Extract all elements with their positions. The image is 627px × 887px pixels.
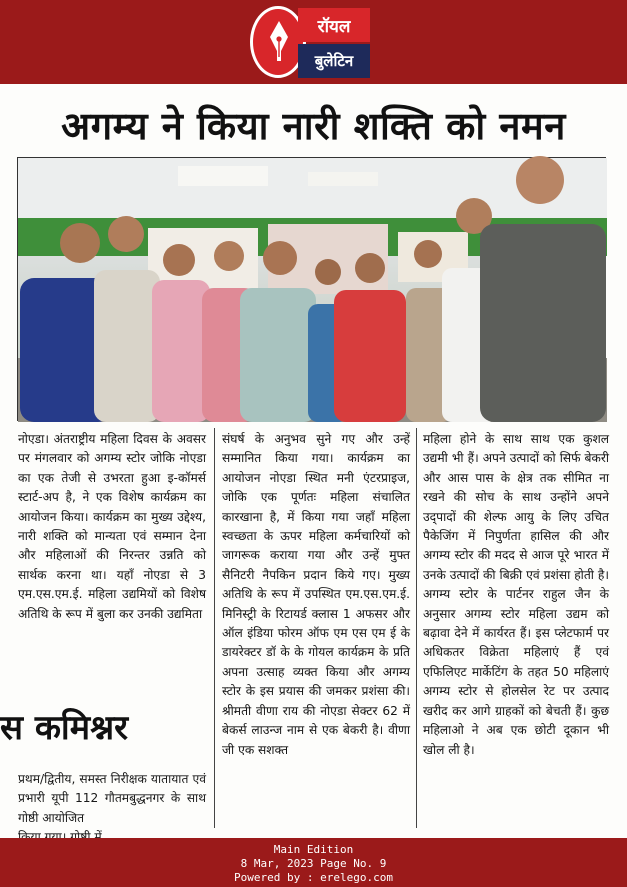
newspaper-logo[interactable] [250,4,372,80]
side-story-text [18,770,206,830]
pen-nib-icon [269,21,289,61]
edition-label: Main Edition [273,843,354,856]
powered-by-link[interactable]: Powered by : erelego.com [234,871,393,884]
masthead-bar [0,0,627,84]
article-column-2: संघर्ष के अनुभव सुने गए और उन्हें सम्मानित किया गया। कार्यक्रम का आयोजन नोएडा स्थित मनी एंटरप्राइज, जोकि एक पूर्णतः महिला संचालित कारखाना है, में किया गया जहाँ महिला स्वच्छता के ऊपर महिला कर्मचारियों को जागरूक कराया गया और उन्हें मुफ्त सैनिटरी नैपकिन प्रदान किये गए। मुख्य अतिथि के रूप में उपस्थित एम.एस.एम.ई. मिनिस्ट्री के रिटायर्ड क्लास 1 अफसर और ऑल इंडिया फोरम ऑफ एम एस एम ई के डायरेक्टर डॉ के के गोयल कार्यक्रम के प्रति अपना उत्साह व्यक्त किया और अगम्य स्टोर के इस प्रयास की जमकर प्रशंसा की। श्रीमती वीणा राय की नोएडा सेक्टर 62 में बेकर्स लाउन्ज नाम से एक बेकरी है। वीणा जी एक सशक्त [222,432,410,757]
article-photo [17,157,606,421]
column-rule-2 [416,428,417,828]
edition-date-page: 8 Mar, 2023 Page No. 9 [240,857,387,870]
column-rule-1 [214,428,215,828]
side-story-body: प्रथम/द्वितीय, समस्त निरीक्षक यातायात एवं प्रभारी यूपी 112 गौतमबुद्धनगर के साथ गोष्ठी आयोजित [18,772,206,825]
side-story-headline: स कमिश्नर [0,708,129,748]
article-headline: अगम्य ने किया नारी शक्ति को नमन [61,104,566,148]
article-column-3: महिला होने के साथ साथ एक कुशल उद्यमी भी हैं। अपने उत्पादों को सिर्फ बेकरी और आस पास के क्षेत्र तक सीमित ना रखने की सोच के साथ उन्होंने अपने उद्पादों की शेल्फ आयु के लिए उचित पैकेजिंग में निपुर्णता हासिल की और अगम्य स्टोर की मदद से आज पूरे भारत में उनके उत्पादों की बिक्री एवं प्रशंसा होती है। अगम्य स्टोर के पार्टनर राहुल जैन के अनुसार अगम्य स्टोर महिला उद्यम को बढ़ावा देने में कार्यरत हैं। इस प्लेटफार्म पर अधिकतर विक्रेता महिलाएं हैं एवं एफिलिएट मार्केटिंग के तहत 50 महिलाएं अगम्य स्टोर से होलसेल रेट पर उत्पाद खरीद कर आगे ग्राहकों को बेचती हैं। कुछ महिलाओ ने अब एक छोटी दूकान भी खोल ली है। [423,432,609,757]
article-column-1: नोएडा। अंतराष्ट्रीय महिला दिवस के अवसर पर मंगलवार को अगम्य स्टोर जोकि नोएडा का एक तेजी से उभरता हुआ इ-कॉमर्स स्टार्ट-अप है, ने एक विशेष कार्यक्रम का आयोजन किया। कार्यक्रम का मुख्य उद्देश्य, नारी शक्ति को मान्यता एवं सम्मान देना और महिलाओं की निरन्तर उन्नति को सार्थक करना था। यहाँ नोएडा से 3 एम.एस.एम.ई. महिला उद्यमियों को विशेष अतिथि के रूप में बुला कर उनकी उद्यमिता [18,432,206,621]
side-story-cut-line [18,828,206,836]
logo-text-line1: रॉयल [298,8,370,42]
group-photo-illustration [18,158,607,422]
footer-bar [0,838,627,887]
logo-text-line2: बुलेटिन [298,44,370,78]
